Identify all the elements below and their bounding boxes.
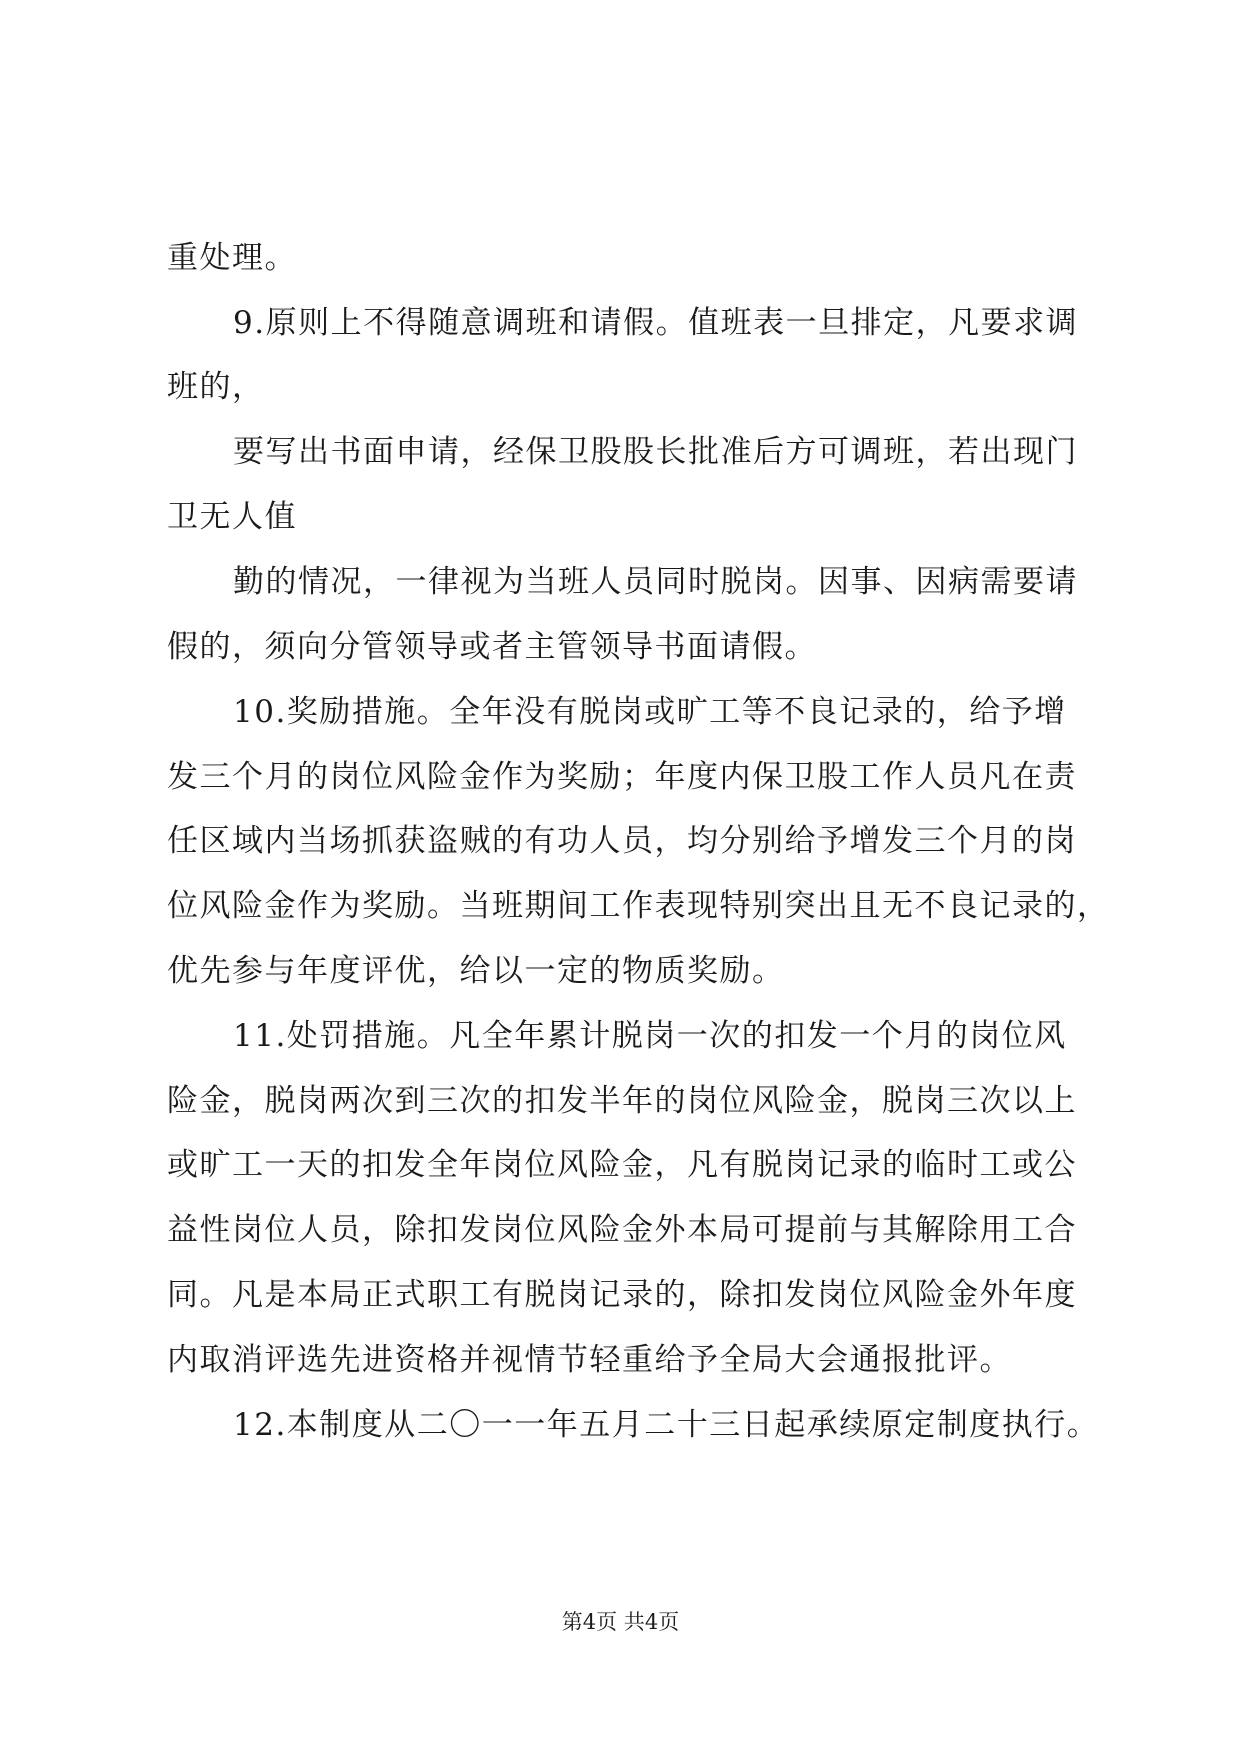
- text-line: 同。凡是本局正式职工有脱岗记录的，除扣发岗位风险金外年度: [167, 1277, 1077, 1313]
- text-line: 卫无人值: [167, 499, 297, 535]
- text-line: 发三个月的岗位风险金作为奖励；年度内保卫股工作人员凡在责: [167, 759, 1077, 795]
- text-line: 要写出书面申请，经保卫股股长批准后方可调班，若出现门: [233, 434, 1078, 470]
- text-line: 位风险金作为奖励。当班期间工作表现特别突出且无不良记录的，: [167, 888, 1110, 924]
- text-line: 内取消评选先进资格并视情节轻重给予全局大会通报批评。: [167, 1342, 1012, 1378]
- text-line: 或旷工一天的扣发全年岗位风险金，凡有脱岗记录的临时工或公: [167, 1147, 1077, 1183]
- text-line: 任区域内当场抓获盗贼的有功人员，均分别给予增发三个月的岗: [167, 823, 1077, 859]
- text-line: 11.处罚措施。凡全年累计脱岗一次的扣发一个月的岗位风: [233, 1018, 1067, 1054]
- page-footer: 第4页 共4页: [561, 1610, 680, 1634]
- text-line: 险金，脱岗两次到三次的扣发半年的岗位风险金，脱岗三次以上: [167, 1083, 1077, 1119]
- text-line: 益性岗位人员，除扣发岗位风险金外本局可提前与其解除用工合: [167, 1212, 1077, 1248]
- text-line: 重处理。: [167, 240, 297, 276]
- text-line: 假的，须向分管领导或者主管领导书面请假。: [167, 629, 817, 665]
- text-line: 12.本制度从二〇一一年五月二十三日起承续原定制度执行。: [233, 1407, 1100, 1443]
- text-line: 优先参与年度评优，给以一定的物质奖励。: [167, 953, 785, 989]
- text-line: 班的，: [167, 369, 265, 405]
- text-line: 9.原则上不得随意调班和请假。值班表一旦排定，凡要求调: [233, 305, 1079, 341]
- text-line: 10.奖励措施。全年没有脱岗或旷工等不良记录的，给予增: [233, 694, 1067, 730]
- text-line: 勤的情况，一律视为当班人员同时脱岗。因事、因病需要请: [233, 564, 1078, 600]
